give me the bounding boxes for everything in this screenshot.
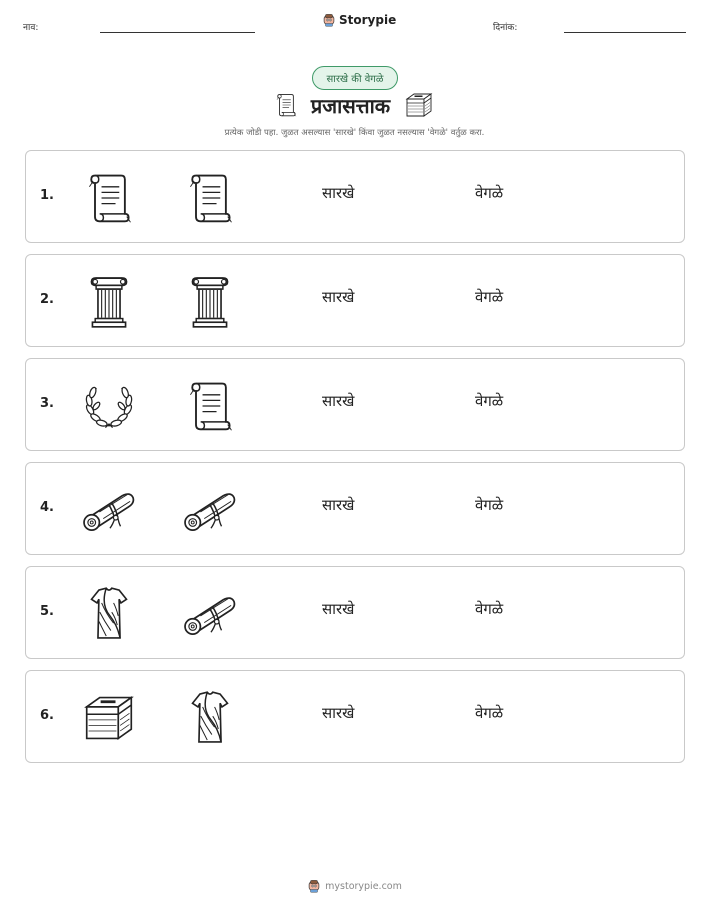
different-option[interactable]: वेगळे	[475, 496, 504, 514]
question-row	[25, 150, 685, 243]
same-option[interactable]: सारखे	[322, 600, 355, 618]
left-picture	[80, 689, 138, 747]
question-row	[25, 358, 685, 451]
mascot-icon	[307, 879, 321, 893]
left-picture	[80, 273, 138, 331]
left-picture	[80, 169, 138, 227]
scroll-icon	[186, 378, 234, 434]
scroll-icon	[275, 92, 297, 118]
name-label: नाव:	[23, 23, 39, 33]
same-option[interactable]: सारखे	[322, 496, 355, 514]
different-option[interactable]: वेगळे	[475, 392, 504, 410]
left-picture	[80, 377, 138, 435]
laurel-wreath-icon	[82, 379, 136, 433]
question-number: 3.	[40, 396, 54, 411]
scroll-icon	[186, 170, 234, 226]
question-number: 4.	[40, 500, 54, 515]
question-number: 6.	[40, 708, 54, 723]
different-option[interactable]: वेगळे	[475, 184, 504, 202]
page-title: प्रजासत्ताक	[310, 93, 391, 118]
right-picture	[181, 273, 239, 331]
mascot-icon	[322, 13, 336, 27]
same-option[interactable]: सारखे	[322, 392, 355, 410]
right-picture	[181, 481, 239, 539]
question-number: 5.	[40, 604, 54, 619]
different-option[interactable]: वेगळे	[475, 288, 504, 306]
right-picture	[181, 689, 239, 747]
column-icon	[187, 274, 233, 330]
brand-logo	[322, 13, 396, 27]
worksheet-header	[0, 0, 709, 50]
ballot-box-icon	[81, 692, 137, 744]
right-picture	[181, 585, 239, 643]
same-option[interactable]: सारखे	[322, 704, 355, 722]
toga-icon	[86, 584, 132, 644]
rolled-document-icon	[181, 486, 239, 534]
rolled-document-icon	[80, 486, 138, 534]
different-option[interactable]: वेगळे	[475, 600, 504, 618]
question-row	[25, 566, 685, 659]
footer-url: mystorypie.com	[325, 880, 402, 892]
toga-icon	[187, 688, 233, 748]
title-row	[0, 90, 709, 120]
same-option[interactable]: सारखे	[322, 288, 355, 306]
left-picture	[80, 585, 138, 643]
right-picture	[181, 377, 239, 435]
question-number: 2.	[40, 292, 54, 307]
same-option[interactable]: सारखे	[322, 184, 355, 202]
question-row	[25, 254, 685, 347]
name-line[interactable]	[100, 32, 255, 33]
brand-name: Storypie	[339, 13, 397, 27]
activity-badge: सारखे की वेगळे	[312, 66, 398, 90]
instructions: प्रत्येक जोडी पहा. जुळत असल्यास 'सारखे' किंवा जुळत नसल्यास 'वेगळे' वर्तुळ करा.	[224, 128, 485, 138]
question-row	[25, 462, 685, 555]
date-line[interactable]	[564, 32, 686, 33]
left-picture	[80, 481, 138, 539]
question-row	[25, 670, 685, 763]
right-picture	[181, 169, 239, 227]
ballot-box-icon	[404, 91, 434, 119]
different-option[interactable]: वेगळे	[475, 704, 504, 722]
rolled-document-icon	[181, 590, 239, 638]
question-number: 1.	[40, 188, 54, 203]
date-label: दिनांक:	[493, 23, 518, 33]
column-icon	[86, 274, 132, 330]
footer	[0, 879, 709, 893]
scroll-icon	[85, 170, 133, 226]
question-list	[25, 150, 685, 774]
